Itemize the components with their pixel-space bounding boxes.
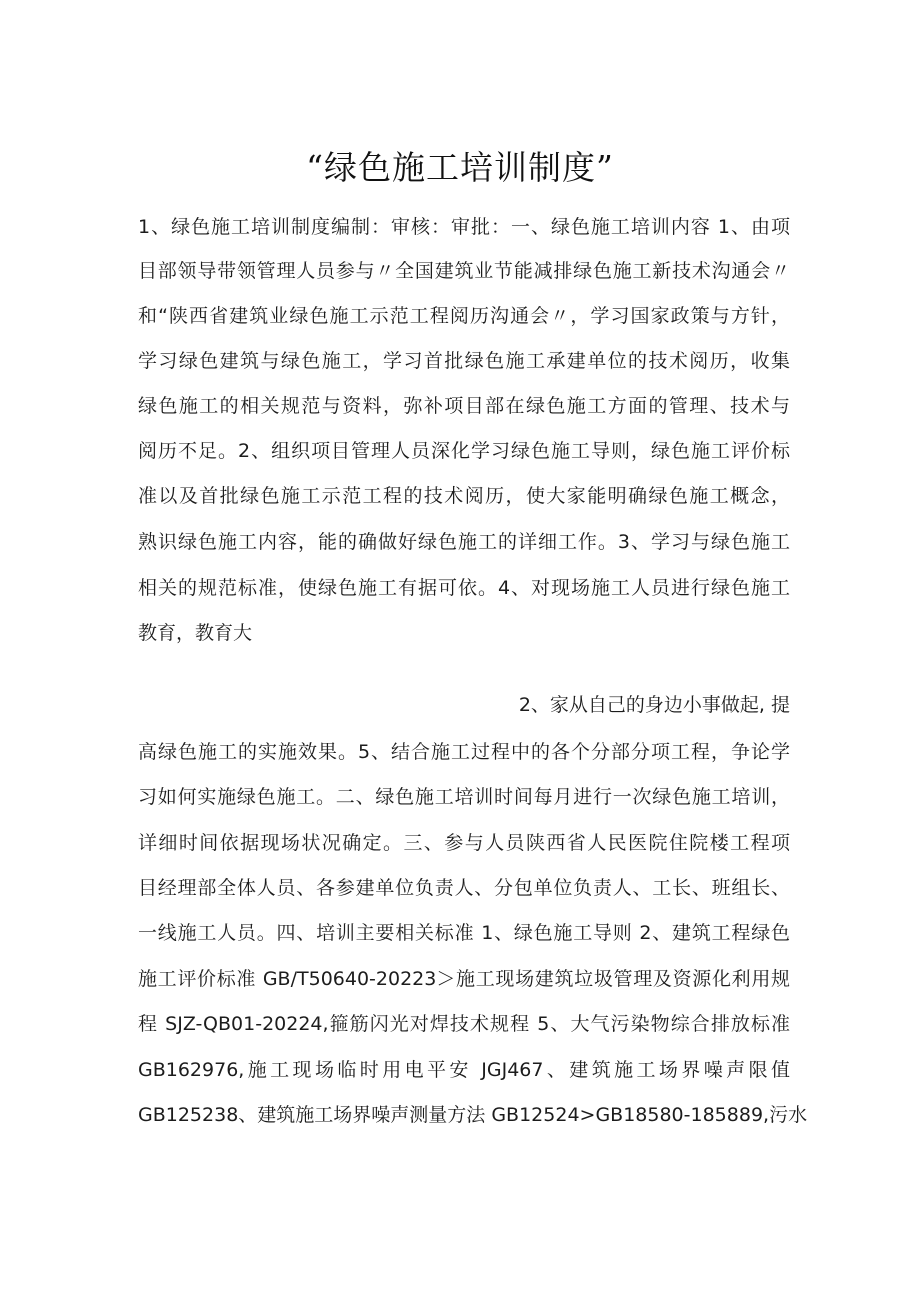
- paragraph-line: 1、绿色施工培训制度编制：审核：审批：一、绿色施工培训内容 1、由项: [138, 216, 790, 238]
- paragraph-line: GB162976,施工现场临时用电平安 JGJ467、建筑施工场界噪声限值: [138, 1059, 790, 1081]
- paragraph-line: 详细时间依据现场状况确定。三、参与人员陕西省人民医院住院楼工程项: [138, 832, 790, 854]
- paragraph-line: 高绿色施工的实施效果。5、结合施工过程中的各个分部分项工程，争论学: [138, 741, 790, 763]
- paragraph-line: 施工评价标准 GB/T50640-20223＞施工现场建筑垃圾管理及资源化利用规: [138, 968, 790, 990]
- paragraph-line: 绿色施工的相关规范与资料，弥补项目部在绿色施工方面的管理、技术与: [138, 395, 790, 417]
- paragraph-line: 目经理部全体人员、各参建单位负责人、分包单位负责人、工长、班组长、: [138, 877, 790, 899]
- paragraph-line: 习如何实施绿色施工。二、绿色施工培训时间每月进行一次绿色施工培训，: [138, 786, 790, 808]
- paragraph-line: 一线施工人员。四、培训主要相关标准 1、绿色施工导则 2、建筑工程绿色: [138, 922, 790, 944]
- paragraph-line: 2、家从自己的身边小事做起, 提: [518, 694, 790, 716]
- paragraph-line: 熟识绿色施工内容，能的确做好绿色施工的详细工作。3、学习与绿色施工: [138, 531, 790, 553]
- paragraph-line: 和“陕西省建筑业绿色施工示范工程阅历沟通会〃，学习国家政策与方针，: [138, 305, 790, 327]
- paragraph-line: 准以及首批绿色施工示范工程的技术阅历，使大家能明确绿色施工概念，: [138, 485, 790, 507]
- paragraph-line: 目部领导带领管理人员参与〃全国建筑业节能减排绿色施工新技术沟通会〃: [138, 260, 790, 282]
- paragraph-line: 教育，教育大: [138, 622, 253, 644]
- paragraph-line: 学习绿色建筑与绿色施工，学习首批绿色施工承建单位的技术阅历，收集: [138, 350, 790, 372]
- paragraph-line: 阅历不足。2、组织项目管理人员深化学习绿色施工导则，绿色施工评价标: [138, 440, 790, 462]
- paragraph-line: 程 SJZ-QB01-20224,箍筋闪光对焊技术规程 5、大气污染物综合排放标准: [138, 1013, 790, 1035]
- paragraph-line: 相关的规范标准，使绿色施工有据可依。4、对现场施工人员进行绿色施工: [138, 577, 790, 599]
- page-title: “绿色施工培训制度”: [306, 148, 614, 188]
- paragraph-line: GB125238、建筑施工场界噪声测量方法 GB12524>GB18580-185889,污水: [138, 1104, 808, 1126]
